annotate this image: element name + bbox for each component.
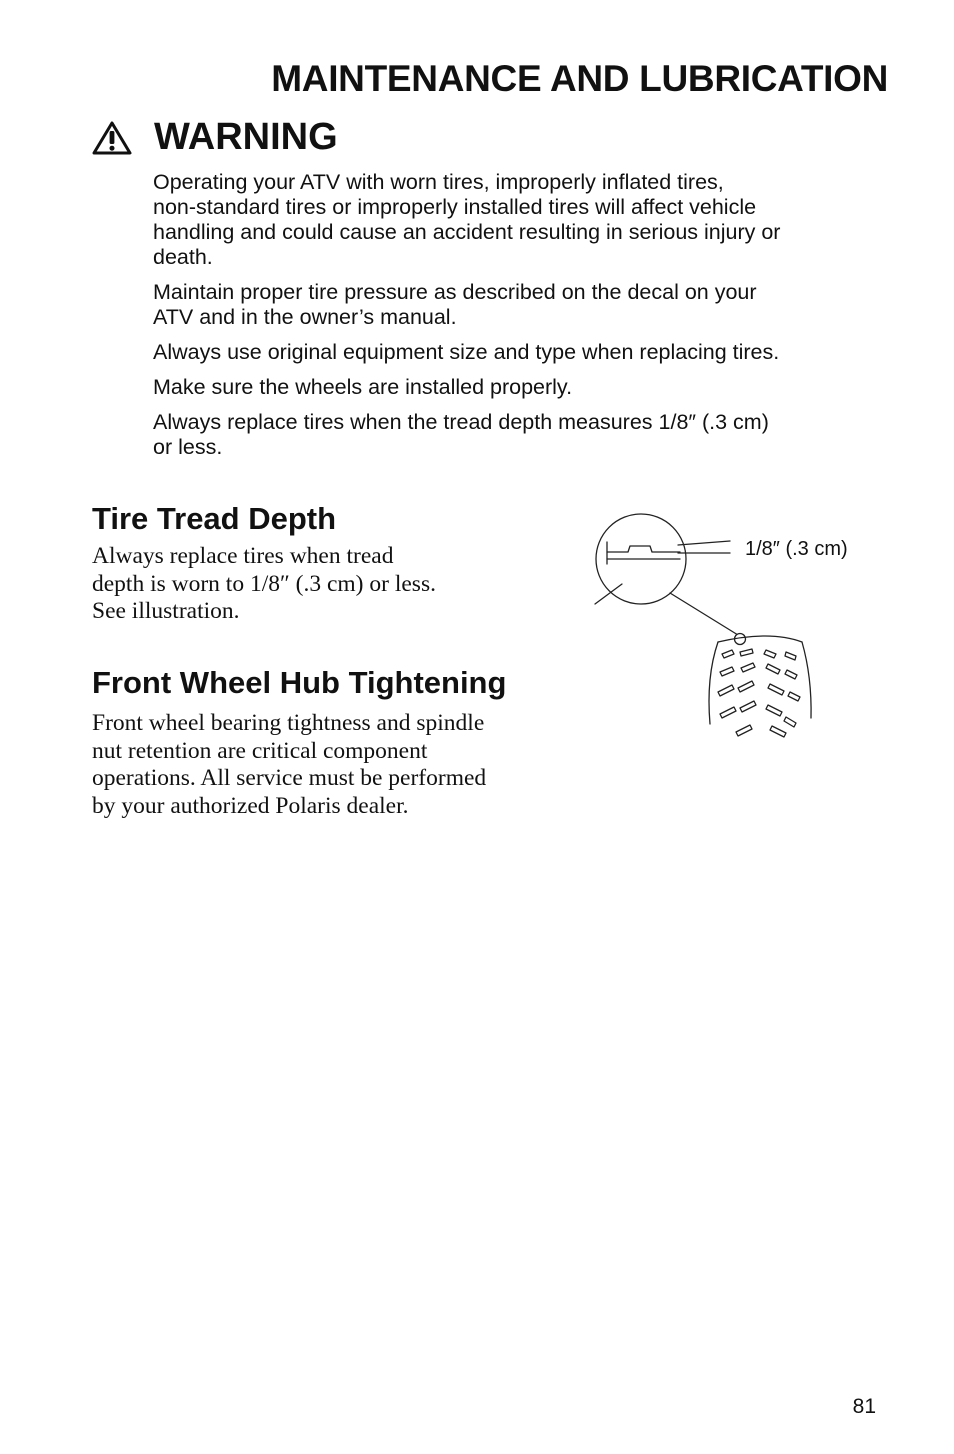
warning-body bbox=[153, 170, 898, 470]
text-line: operations. All service must be performed bbox=[92, 765, 487, 791]
text-line: nut retention are critical component bbox=[92, 737, 428, 764]
text-line: Always use original equipment size and type when replacing tires. bbox=[153, 340, 780, 364]
text-line: by your authorized Polaris dealer. bbox=[92, 792, 409, 819]
text-line: Operating your ATV with worn tires, improperly inflated tires, bbox=[153, 170, 724, 194]
text-line: Front wheel bearing tightness and spindle bbox=[92, 710, 485, 736]
text-line: handling and could cause an accident resulting in serious injury or bbox=[153, 220, 781, 244]
text-line: Always replace tires when the tread depth measures 1/8″ (.3 cm) bbox=[153, 410, 769, 434]
text-line: See illustration. bbox=[92, 598, 240, 624]
warning-triangle-icon bbox=[92, 121, 132, 155]
tire-tread-heading: Tire Tread Depth bbox=[92, 501, 337, 536]
page-title: MAINTENANCE AND LUBRICATION bbox=[271, 58, 888, 99]
warning-paragraph bbox=[153, 410, 898, 460]
front-wheel-heading: Front Wheel Hub Tightening bbox=[92, 665, 507, 700]
tire-tread-text bbox=[92, 543, 436, 626]
text-line: Maintain proper tire pressure as described on the decal on your bbox=[153, 280, 757, 304]
text-line: death. bbox=[153, 245, 213, 269]
text-line: depth is worn to 1/8″ (.3 cm) or less. bbox=[92, 570, 436, 597]
warning-paragraph bbox=[153, 375, 898, 400]
text-line: Make sure the wheels are installed properly. bbox=[153, 375, 573, 399]
warning-title: WARNING bbox=[154, 116, 338, 158]
front-wheel-text bbox=[92, 710, 486, 820]
text-line: or less. bbox=[153, 435, 223, 459]
warning-header bbox=[92, 112, 338, 162]
text-line: non-standard tires or improperly installed tires will affect vehicle bbox=[153, 195, 757, 219]
text-line: ATV and in the owner’s manual. bbox=[153, 305, 457, 329]
warning-paragraph bbox=[153, 280, 898, 330]
text-line: Always replace tires when tread bbox=[92, 543, 394, 569]
tread-depth-label: 1/8″ (.3 cm) bbox=[745, 538, 848, 560]
page-number: 81 bbox=[852, 1395, 876, 1418]
warning-paragraph bbox=[153, 340, 898, 365]
warning-paragraph bbox=[153, 170, 898, 270]
